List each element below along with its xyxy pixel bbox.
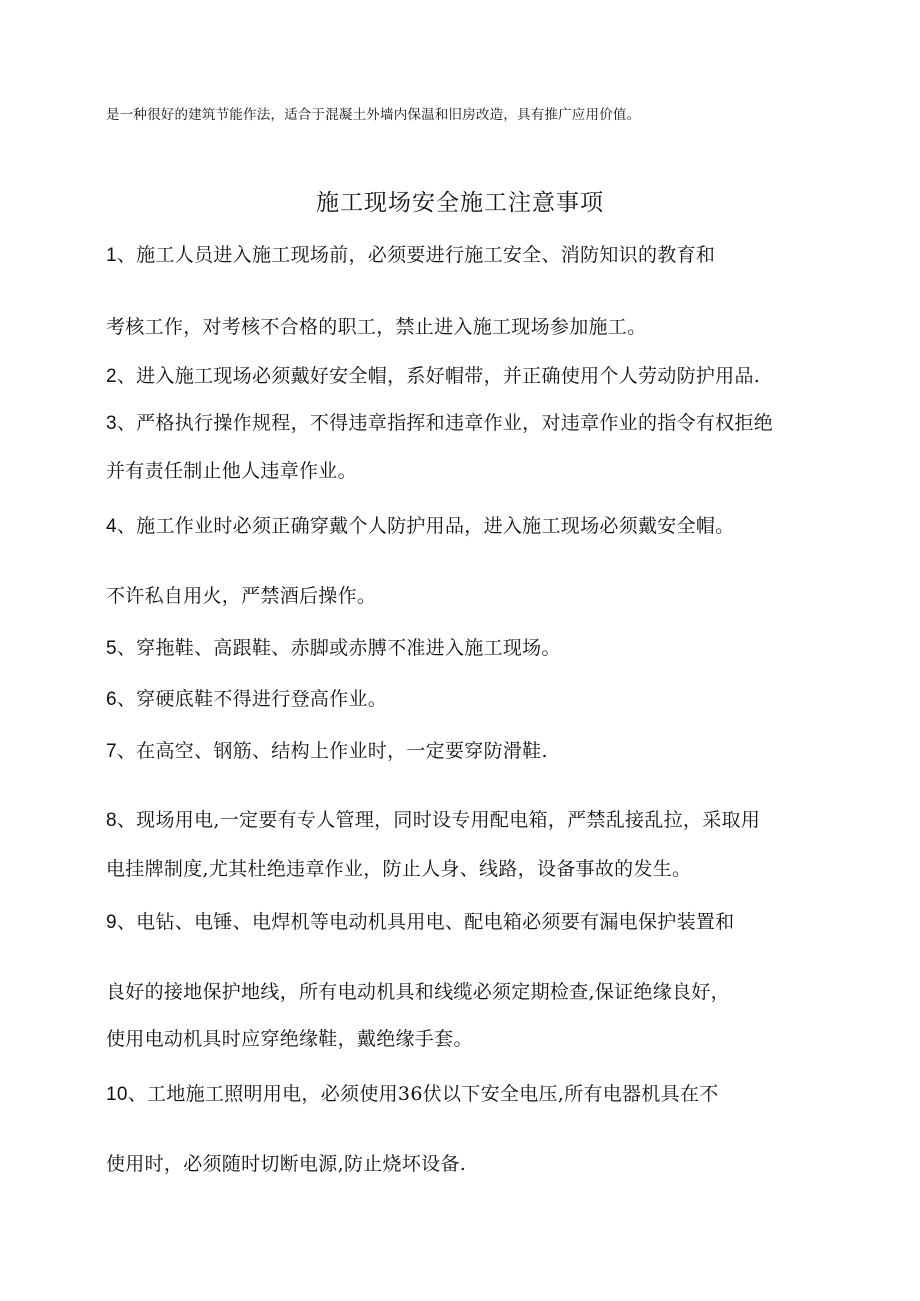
list-item-continuation <box>106 1027 473 1051</box>
item-text: 、电钻、电锤、电焊机等电动机具用电、配电箱必须要有漏电保护装置和 <box>116 911 735 933</box>
item-number: 2 <box>106 366 117 387</box>
item-number: 8 <box>106 810 117 831</box>
item-text: 并有责任制止他人违章作业。 <box>106 460 357 482</box>
list-item-continuation <box>106 459 357 483</box>
item-number: 3 <box>106 413 117 434</box>
item-text: 、进入施工现场必须戴好安全帽，系好帽带，并正确使用个人劳动防护用品. <box>116 365 761 387</box>
item-text: 、施工作业时必须正确穿戴个人防护用品，进入施工现场必须戴安全帽。 <box>116 515 735 537</box>
item-number: 10 <box>106 1084 128 1105</box>
item-text: 使用电动机具时应穿绝缘鞋，戴绝缘手套。 <box>106 1028 473 1050</box>
list-item <box>106 808 760 833</box>
item-text: 、穿拖鞋、高跟鞋、赤脚或赤膊不准进入施工现场。 <box>116 637 561 659</box>
item-number: 4 <box>106 516 117 537</box>
item-number: 5 <box>106 638 117 659</box>
intro-text: 是一种很好的建筑节能作法，适合于混凝土外墙内保温和旧房改造，具有推广应用价值。 <box>106 107 641 123</box>
list-item-continuation <box>106 584 376 608</box>
item-text: 使用时，必须随时切断电源,防止烧坏设备. <box>106 1153 467 1175</box>
item-text: 电挂牌制度,尤其杜绝违章作业，防止人身、线路，设备事故的发生。 <box>106 858 692 880</box>
item-number: 6 <box>106 689 117 710</box>
list-item <box>106 243 715 268</box>
list-item-continuation <box>106 980 730 1004</box>
item-text: 、工地施工照明用电，必须使用36伏以下安全电压,所有电器机具在不 <box>127 1083 719 1105</box>
list-item <box>106 636 561 661</box>
page-title: 施工现场安全施工注意事项 <box>316 190 604 216</box>
list-item <box>106 1082 719 1107</box>
item-text: 考核工作，对考核不合格的职工，禁止进入施工现场参加施工。 <box>106 316 647 338</box>
item-number: 7 <box>106 741 117 762</box>
item-text: 、在高空、钢筋、结构上作业时，一定要穿防滑鞋. <box>116 740 548 762</box>
item-text: 、穿硬底鞋不得进行登高作业。 <box>116 688 388 710</box>
item-text: 、现场用电,一定要有专人管理，同时设专用配电箱，严禁乱接乱拉，采取用 <box>116 809 761 831</box>
item-number: 1 <box>106 245 117 266</box>
list-item <box>106 364 760 389</box>
list-item <box>106 514 734 539</box>
item-text: 良好的接地保护地线，所有电动机具和线缆必须定期检查,保证绝缘良好， <box>106 981 730 1003</box>
item-text: 、严格执行操作规程，不得违章指挥和违章作业，对违章作业的指令有权拒绝 <box>116 412 774 434</box>
list-item-continuation <box>106 315 646 339</box>
list-item <box>106 910 734 935</box>
list-item <box>106 739 548 764</box>
list-item-continuation <box>106 1152 466 1176</box>
list-item <box>106 687 387 712</box>
item-number: 9 <box>106 912 117 933</box>
list-item-continuation <box>106 857 691 881</box>
list-item <box>106 411 773 436</box>
item-text: 不许私自用火，严禁酒后操作。 <box>106 585 377 607</box>
item-text: 、施工人员进入施工现场前，必须要进行施工安全、消防知识的教育和 <box>116 244 716 266</box>
